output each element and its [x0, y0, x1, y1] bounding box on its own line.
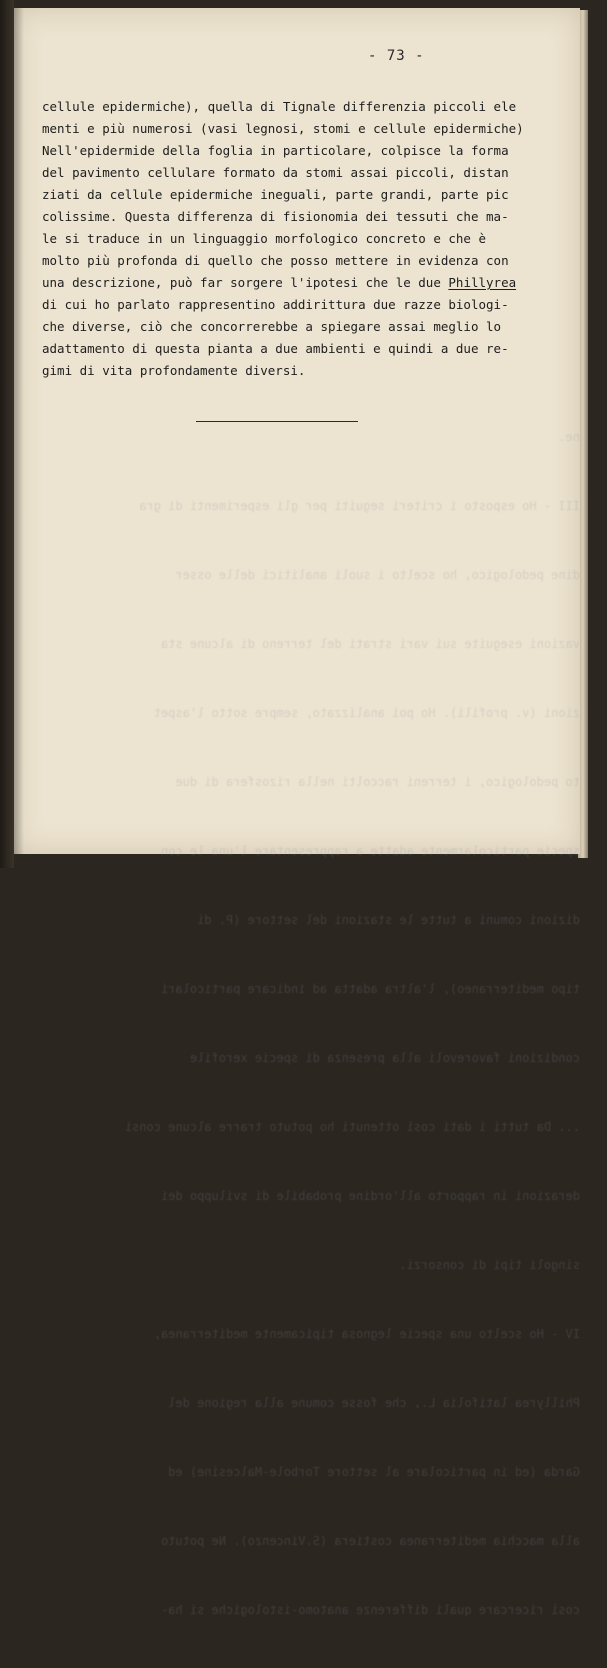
text-line-content: colissime. Questa differenza di fisionomia dei tessuti che ma-: [42, 209, 509, 224]
text-line: [42, 206, 572, 228]
text-line-content: di cui ho parlato rappresentino addirittura due razze biologi-: [42, 297, 509, 312]
text-line-content: del pavimento cellulare formato da stomi assai piccoli, distan: [42, 165, 509, 180]
text-line-content: che diverse, ciò che concorrerebbe a spiegare assai meglio lo: [42, 319, 502, 334]
text-line: [42, 250, 572, 272]
page-binding-shadow: [14, 8, 24, 854]
text-line-content: ziati da cellule epidermiche ineguali, parte grandi, parte pic: [42, 187, 509, 202]
text-line-content: adattamento di questa pianta a due ambienti e quindi a due re-: [42, 341, 509, 356]
book-edge-left: [0, 0, 14, 868]
bleed-through-text: ne. III - Ho esposto i criteri seguiti per gli esperimenti di gra dine pedologico, ho scelto i suoli analitici delle osser vazioni eseguite sui vari strati del terreno di alcune sta zioni (v. profili). Ho poi analizzato, sempre sotto l'aspet to pedologico, i terreni raccolti nella rizosfera di due specie particolarmente adatte a rappresentare l'una le con dizioni comuni a tutte le stazioni del settore (P. di tipo mediterraneo), l'altra adatta ad indicare particolari condizioni favorevoli alla presenza di specie xerofile ... Da tutti i dati così ottenuti ho potuto trarre alcune consi derazioni in rapporto all'ordine probabile di sviluppo dei singoli tipi di consorzi. IV - Ho scelto una specie legnosa tipicamente mediterranea, Phillyrea latifolia L., che fosse comune alla regione del Garda (ed in particolare al settore Torbole-Malcesine) ed alla macchia mediterranea costiera (S.Vincenzo). Ne potuto così ricercare quali differenze anatomo-istologiche si ha-: [124, 430, 580, 1617]
text-line-content: molto più profonda di quello che posso mettere in evidenza con: [42, 253, 509, 268]
text-line: [42, 162, 572, 184]
text-line-content: Nell'epidermide della foglia in particolare, colpisce la forma: [42, 143, 509, 158]
text-line-content: le si traduce in un linguaggio morfologico concreto e che è: [42, 231, 487, 246]
text-line: [42, 360, 572, 382]
text-line: [42, 140, 572, 162]
page-number: - 73 -: [368, 48, 425, 64]
text-line-content: gimi di vita profondamente diversi.: [42, 363, 306, 378]
text-line: [42, 184, 572, 206]
text-line: [42, 272, 572, 294]
text-line: [42, 228, 572, 250]
text-line: [42, 96, 572, 118]
text-line: [42, 316, 572, 338]
text-line-content: una descrizione, può far sorgere l'ipotesi che le due: [42, 275, 449, 290]
text-line: [42, 294, 572, 316]
text-line-content: menti e più numerosi (vasi legnosi, stomi e cellule epidermiche): [42, 121, 524, 136]
document-page: [14, 8, 580, 1617]
text-line: [42, 118, 572, 140]
section-divider: [196, 421, 358, 422]
body-text: [42, 96, 572, 382]
underlined-term: Phillyrea: [448, 275, 517, 290]
text-line-content: cellule epidermiche), quella di Tignale differenzia piccoli ele: [42, 99, 517, 114]
text-line: [42, 338, 572, 360]
